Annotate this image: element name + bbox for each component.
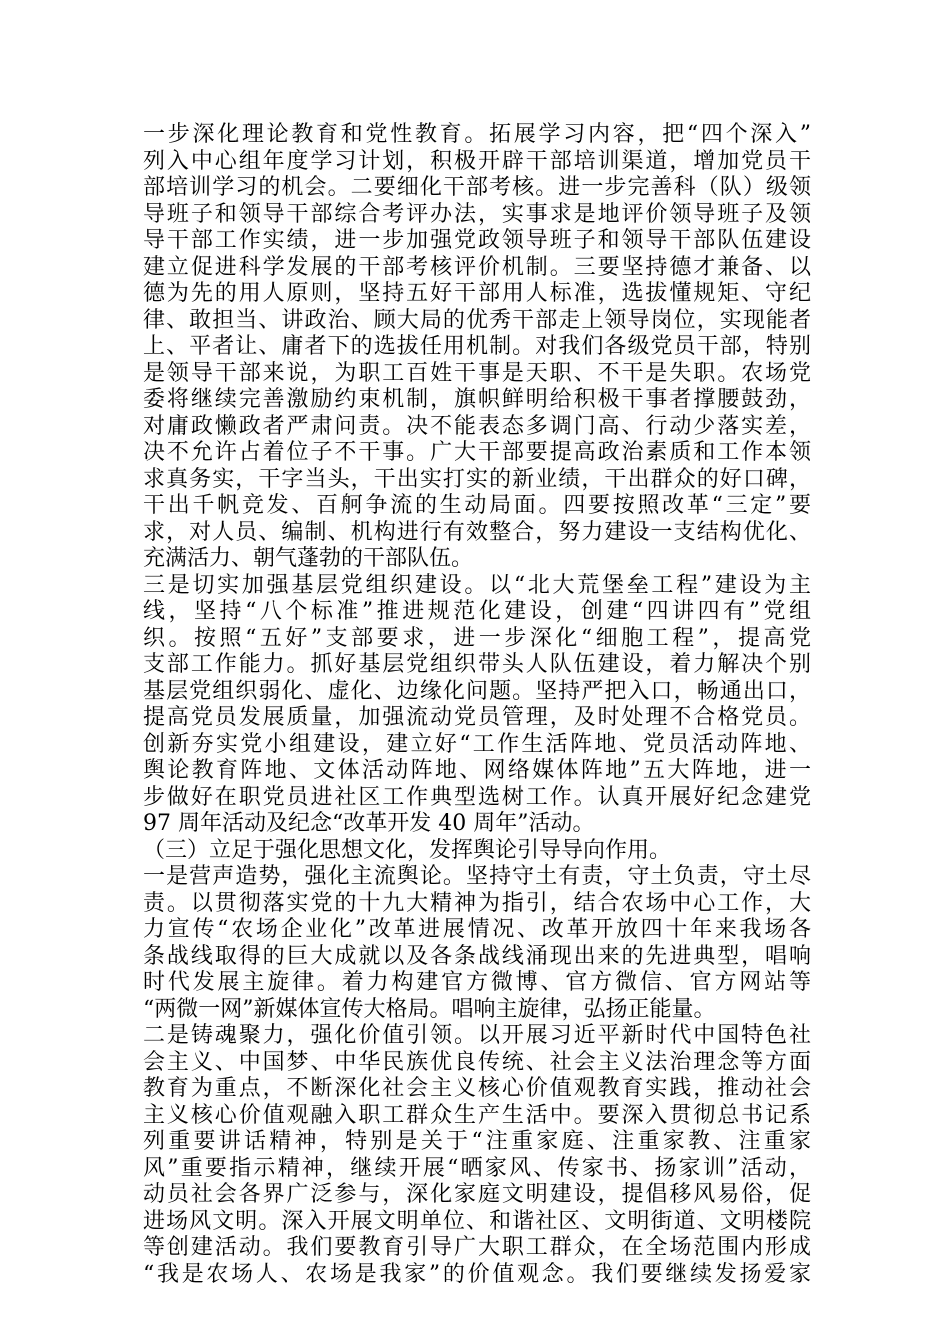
text-line: 等创建活动。我们要教育引导广大职工群众，在全场范围内形成 <box>143 1235 811 1260</box>
text-line: 是领导干部来说，为职工百姓干事是天职、不干是失职。农场党 <box>143 360 811 386</box>
text-line: 动员社会各界广泛参与，深化家庭文明建设，提倡移风易俗，促 <box>143 1182 811 1207</box>
text-line: 教育为重点，不断深化社会主义核心价值观教育实践，推动社会 <box>143 1076 811 1101</box>
text-line: “两微一网”新媒体宣传大格局。唱响主旋律，弘扬正能量。 <box>143 996 716 1022</box>
text-line: 委将继续完善激励约束机制，旗帜鲜明给积极干事者撑腰鼓劲， <box>143 387 811 412</box>
text-line: 97 周年活动及纪念“改革开发 40 周年”活动。 <box>143 811 595 836</box>
text-line: 对庸政懒政者严肃问责。决不能表态多调门高、行动少落实差， <box>143 413 811 439</box>
text-line: 列入中心组年度学习计划，积极开辟干部培训渠道，增加党员干 <box>143 148 811 174</box>
text-line: 充满活力、朝气蓬勃的干部队伍。 <box>143 546 474 571</box>
text-line: 创新夯实党小组建设，建立好“工作生活阵地、党员活动阵地、 <box>143 731 811 757</box>
text-line: 德为先的用人原则，坚持五好干部用人标准，选拔懂规矩、守纪 <box>143 281 811 306</box>
text-line: 织。按照“五好”支部要求，进一步深化“细胞工程”，提高党 <box>143 625 811 651</box>
text-line: 步做好在职党员进社区工作典型选树工作。认真开展好纪念建党 <box>143 784 811 810</box>
text-line: 责。以贯彻落实党的十九大精神为指引，结合农场中心工作，大 <box>143 890 811 916</box>
text-line: 部培训学习的机会。二要细化干部考核。进一步完善科（队）级领 <box>143 175 811 200</box>
text-line: 线，坚持“八个标准”推进规范化建设，创建“四讲四有”党组 <box>143 599 811 624</box>
text-line: 列重要讲话精神，特别是关于“注重家庭、注重家教、注重家 <box>143 1129 811 1154</box>
text-line: 会主义、中国梦、中华民族优良传统、社会主义法治理念等方面 <box>143 1049 811 1075</box>
document-body <box>143 122 811 1288</box>
text-line: 求真务实，干字当头，干出实打实的新业绩，干出群众的好口碑， <box>143 466 811 492</box>
text-line: 干出千帆竞发、百舸争流的生动局面。四要按照改革“三定”要 <box>143 493 811 518</box>
text-line: 一步深化理论教育和党性教育。拓展学习内容，把“四个深入” <box>143 122 811 147</box>
text-line: 律、敢担当、讲政治、顾大局的优秀干部走上领导岗位，实现能者 <box>143 307 811 333</box>
text-line: （三）立足于强化思想文化，发挥舆论引导导向作用。 <box>143 837 672 863</box>
text-line: 风”重要指示精神，继续开展“晒家风、传家书、扬家训”活动， <box>143 1155 811 1181</box>
text-line: “我是农场人、农场是我家”的价值观念。我们要继续发扬爱家 <box>143 1261 811 1287</box>
text-line: 支部工作能力。抓好基层党组织带头人队伍建设，着力解决个别 <box>143 652 811 677</box>
text-line: 上、平者让、庸者下的选拔任用机制。对我们各级党员干部，特别 <box>143 334 811 359</box>
text-line: 导干部工作实绩，进一步加强党政领导班子和领导干部队伍建设 <box>143 228 811 253</box>
text-line: 主义核心价值观融入职工群众生产生活中。要深入贯彻总书记系 <box>143 1102 811 1128</box>
text-line: 时代发展主旋律。着力构建官方微博、官方微信、官方网站等 <box>143 970 811 995</box>
text-line: 导班子和领导干部综合考评办法，实事求是地评价领导班子及领 <box>143 201 811 227</box>
text-line: 条战线取得的巨大成就以及各条战线涌现出来的先进典型，唱响 <box>143 943 811 969</box>
text-line: 提高党员发展质量，加强流动党员管理，及时处理不合格党员。 <box>143 705 811 730</box>
text-line: 力宣传“农场企业化”改革进展情况、改革开放四十年来我场各 <box>143 917 811 942</box>
text-line: 二是铸魂聚力，强化价值引领。以开展习近平新时代中国特色社 <box>143 1023 811 1048</box>
text-line: 三是切实加强基层党组织建设。以“北大荒堡垒工程”建设为主 <box>143 572 811 598</box>
text-line: 求，对人员、编制、机构进行有效整合，努力建设一支结构优化、 <box>143 519 811 545</box>
text-line: 基层党组织弱化、虚化、边缘化问题。坚持严把入口，畅通出口， <box>143 678 811 704</box>
text-line: 一是营声造势，强化主流舆论。坚持守土有责，守土负责，守土尽 <box>143 864 811 889</box>
text-line: 进场风文明。深入开展文明单位、和谐社区、文明街道、文明楼院 <box>143 1208 811 1234</box>
text-line: 建立促进科学发展的干部考核评价机制。三要坚持德才兼备、以 <box>143 254 811 280</box>
text-line: 舆论教育阵地、文体活动阵地、网络媒体阵地”五大阵地，进一 <box>143 758 811 783</box>
text-line: 决不允许占着位子不干事。广大干部要提高政治素质和工作本领 <box>143 440 811 465</box>
